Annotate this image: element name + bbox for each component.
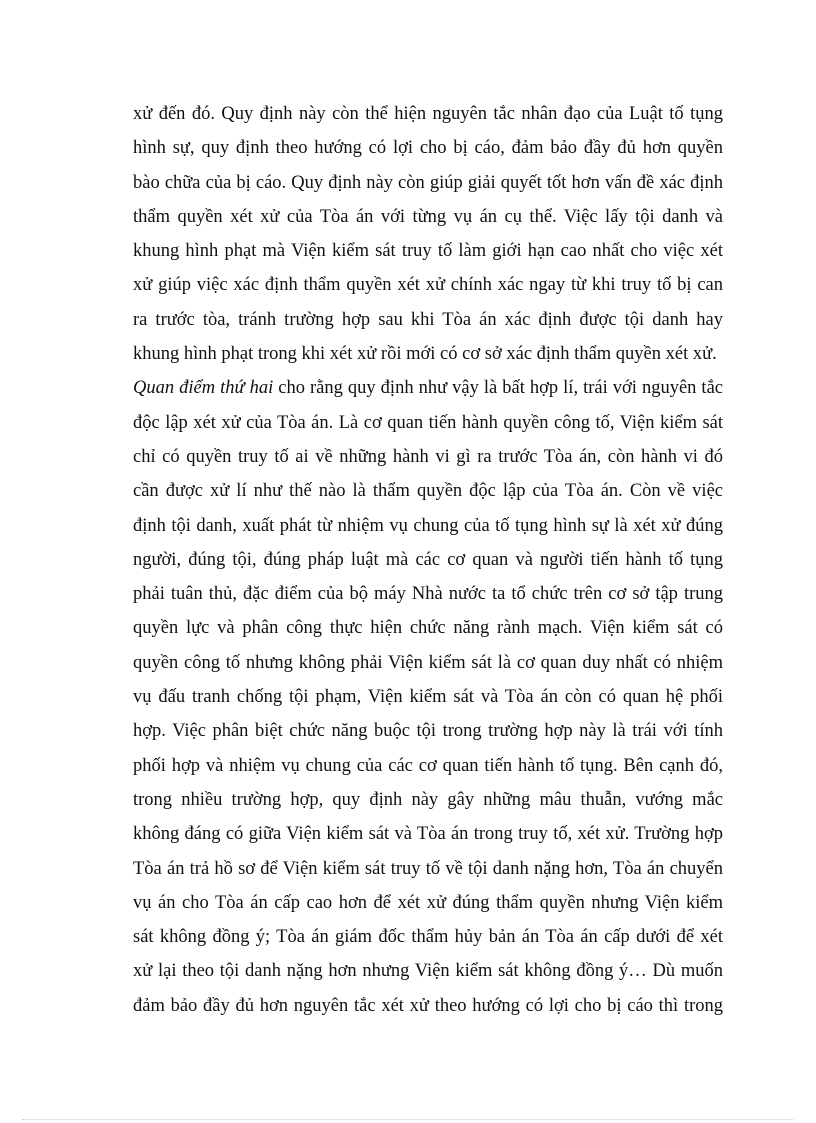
text-line: thẩm quyền xét xử của Tòa án với từng vụ án cụ thể. Việc lấy tội danh và — [133, 206, 723, 227]
text-line: người, đúng tội, đúng pháp luật mà các cơ quan và người tiến hành tố tụng — [133, 549, 723, 570]
text-line: khung hình phạt trong khi xét xử rồi mới có cơ sở xác định thẩm quyền xét xử. — [133, 344, 717, 365]
text-line: chỉ có quyền truy tố ai về những hành vi gì ra trước Tòa án, còn hành vi đó — [133, 446, 723, 467]
page-bottom-divider — [22, 1119, 794, 1120]
text-line: bào chữa của bị cáo. Quy định này còn giúp giải quyết tốt hơn vấn đề xác định — [133, 172, 723, 193]
text-line: độc lập xét xử của Tòa án. Là cơ quan tiến hành quyền công tố, Viện kiểm sát — [133, 412, 723, 433]
text-line: khung hình phạt mà Viện kiểm sát truy tố làm giới hạn cao nhất cho việc xét — [133, 241, 723, 262]
text-line: sát không đồng ý; Tòa án giám đốc thẩm hủy bản án Tòa án cấp dưới để xét — [133, 927, 723, 948]
second-view-text: cho rằng quy định như vậy là bất hợp lí, trái với nguyên tắc — [273, 378, 723, 399]
text-line: phải tuân thủ, đặc điểm của bộ máy Nhà nước ta tổ chức trên cơ sở tập trung — [133, 584, 723, 605]
text-line: trong nhiều trường hợp, quy định này gây những mâu thuẫn, vướng mắc — [133, 789, 723, 810]
second-view-lead: Quan điểm thứ hai — [133, 378, 274, 399]
text-line: quyền lực và phân công thực hiện chức năng rành mạch. Viện kiểm sát có — [133, 618, 723, 639]
text-line: không đáng có giữa Viện kiểm sát và Tòa án trong truy tố, xét xử. Trường hợp — [133, 824, 723, 845]
text-line: hợp. Việc phân biệt chức năng buộc tội trong trường hợp này là trái với tính — [133, 721, 723, 742]
text-line: quyền công tố nhưng không phải Viện kiểm sát là cơ quan duy nhất có nhiệm — [133, 652, 723, 673]
text-line: vụ đấu tranh chống tội phạm, Viện kiểm sát và Tòa án còn có quan hệ phối — [133, 687, 723, 708]
text-line: Tòa án trả hồ sơ để Viện kiểm sát truy tố về tội danh nặng hơn, Tòa án chuyển — [133, 858, 723, 879]
text-line: đảm bảo đầy đủ hơn nguyên tắc xét xử theo hướng có lợi cho bị cáo thì trong — [133, 995, 723, 1016]
second-view-line — [133, 371, 723, 405]
text-line: xử giúp việc xác định thẩm quyền xét xử chính xác ngay từ khi truy tố bị can — [133, 275, 723, 296]
text-line: xử đến đó. Quy định này còn thể hiện nguyên tắc nhân đạo của Luật tố tụng — [133, 104, 723, 124]
text-line: vụ án cho Tòa án cấp cao hơn để xét xử đúng thẩm quyền nhưng Viện kiểm — [133, 892, 723, 913]
text-line: định tội danh, xuất phát từ nhiệm vụ chung của tố tụng hình sự là xét xử đúng — [133, 515, 723, 536]
text-line: xử lại theo tội danh nặng hơn nhưng Viện kiểm sát không đồng ý… Dù muốn — [133, 961, 723, 982]
text-line: ra trước tòa, tránh trường hợp sau khi Tòa án xác định được tội danh hay — [133, 309, 723, 330]
body-text — [133, 97, 723, 1023]
text-line: phối hợp và nhiệm vụ chung của các cơ quan tiến hành tố tụng. Bên cạnh đó, — [133, 755, 723, 776]
text-line: hình sự, quy định theo hướng có lợi cho bị cáo, đảm bảo đầy đủ hơn quyền — [133, 138, 723, 159]
text-line: cần được xử lí như thế nào là thẩm quyền độc lập của Tòa án. Còn về việc — [133, 481, 723, 502]
